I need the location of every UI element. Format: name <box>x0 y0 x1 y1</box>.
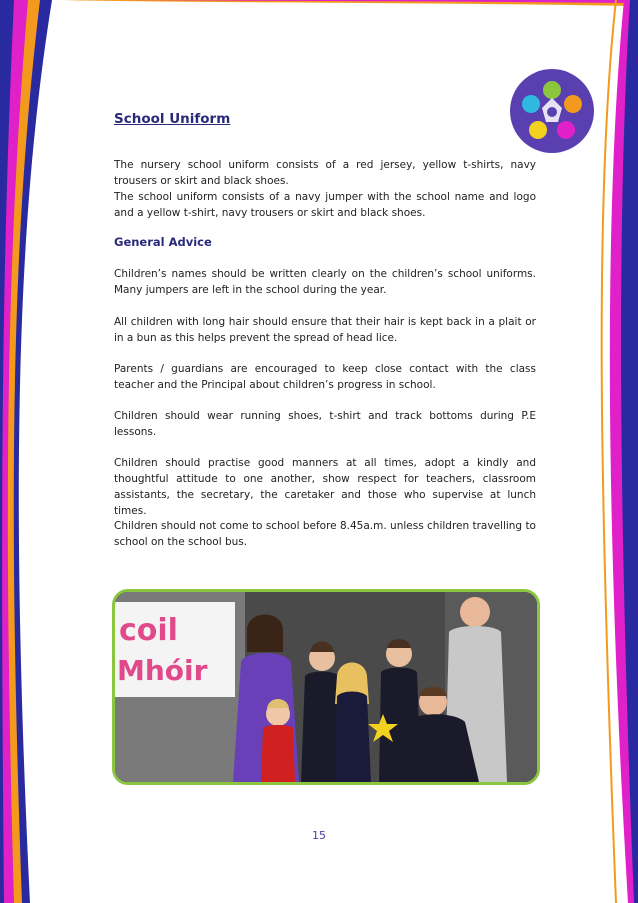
sign-text-line2: Mhóir <box>117 654 208 687</box>
advice-paragraph: All children with long hair should ensure that their hair is kept back in a plait or in a bun as this helps prevent the spread of head lice. <box>114 316 536 344</box>
advice-paragraph: Children should wear running shoes, t-shirt and track bottoms during P.E lessons. <box>114 410 536 438</box>
page-heading: School Uniform <box>114 111 231 127</box>
advice-paragraph: Children should not come to school before 8.45a.m. unless children travelling to school on the school bus. <box>114 520 536 548</box>
advice-paragraph: Children should practise good manners at all times, adopt a kindly and thoughtful attitude to one another, show respect for teachers, classroom assistants, the secretary, the caretaker and those who supervise at lunch times. <box>114 457 536 517</box>
sign-text-line1: coil <box>119 613 178 648</box>
intro-school-uniform: The school uniform consists of a navy jumper with the school name and logo and a yellow t-shirt, navy trousers or skirt and black shoes. <box>114 191 536 219</box>
top-decorative-stripes <box>0 0 638 20</box>
section-subheading: General Advice <box>114 235 212 249</box>
intro-nursery-uniform: The nursery school uniform consists of a red jersey, yellow t-shirts, navy trousers or skirt and black shoes. <box>114 159 536 187</box>
school-logo <box>509 68 595 154</box>
left-decorative-swoosh <box>0 0 70 903</box>
person-child-red-jersey <box>261 725 295 782</box>
advice-paragraph: Parents / guardians are encouraged to keep close contact with the class teacher and the Principal about children’s progress in school. <box>114 363 536 391</box>
group-photo <box>112 589 540 785</box>
page-number: 15 <box>312 829 326 842</box>
advice-paragraph: Children’s names should be written clearly on the children’s school uniforms. Many jumpers are left in the school during the year. <box>114 268 536 296</box>
